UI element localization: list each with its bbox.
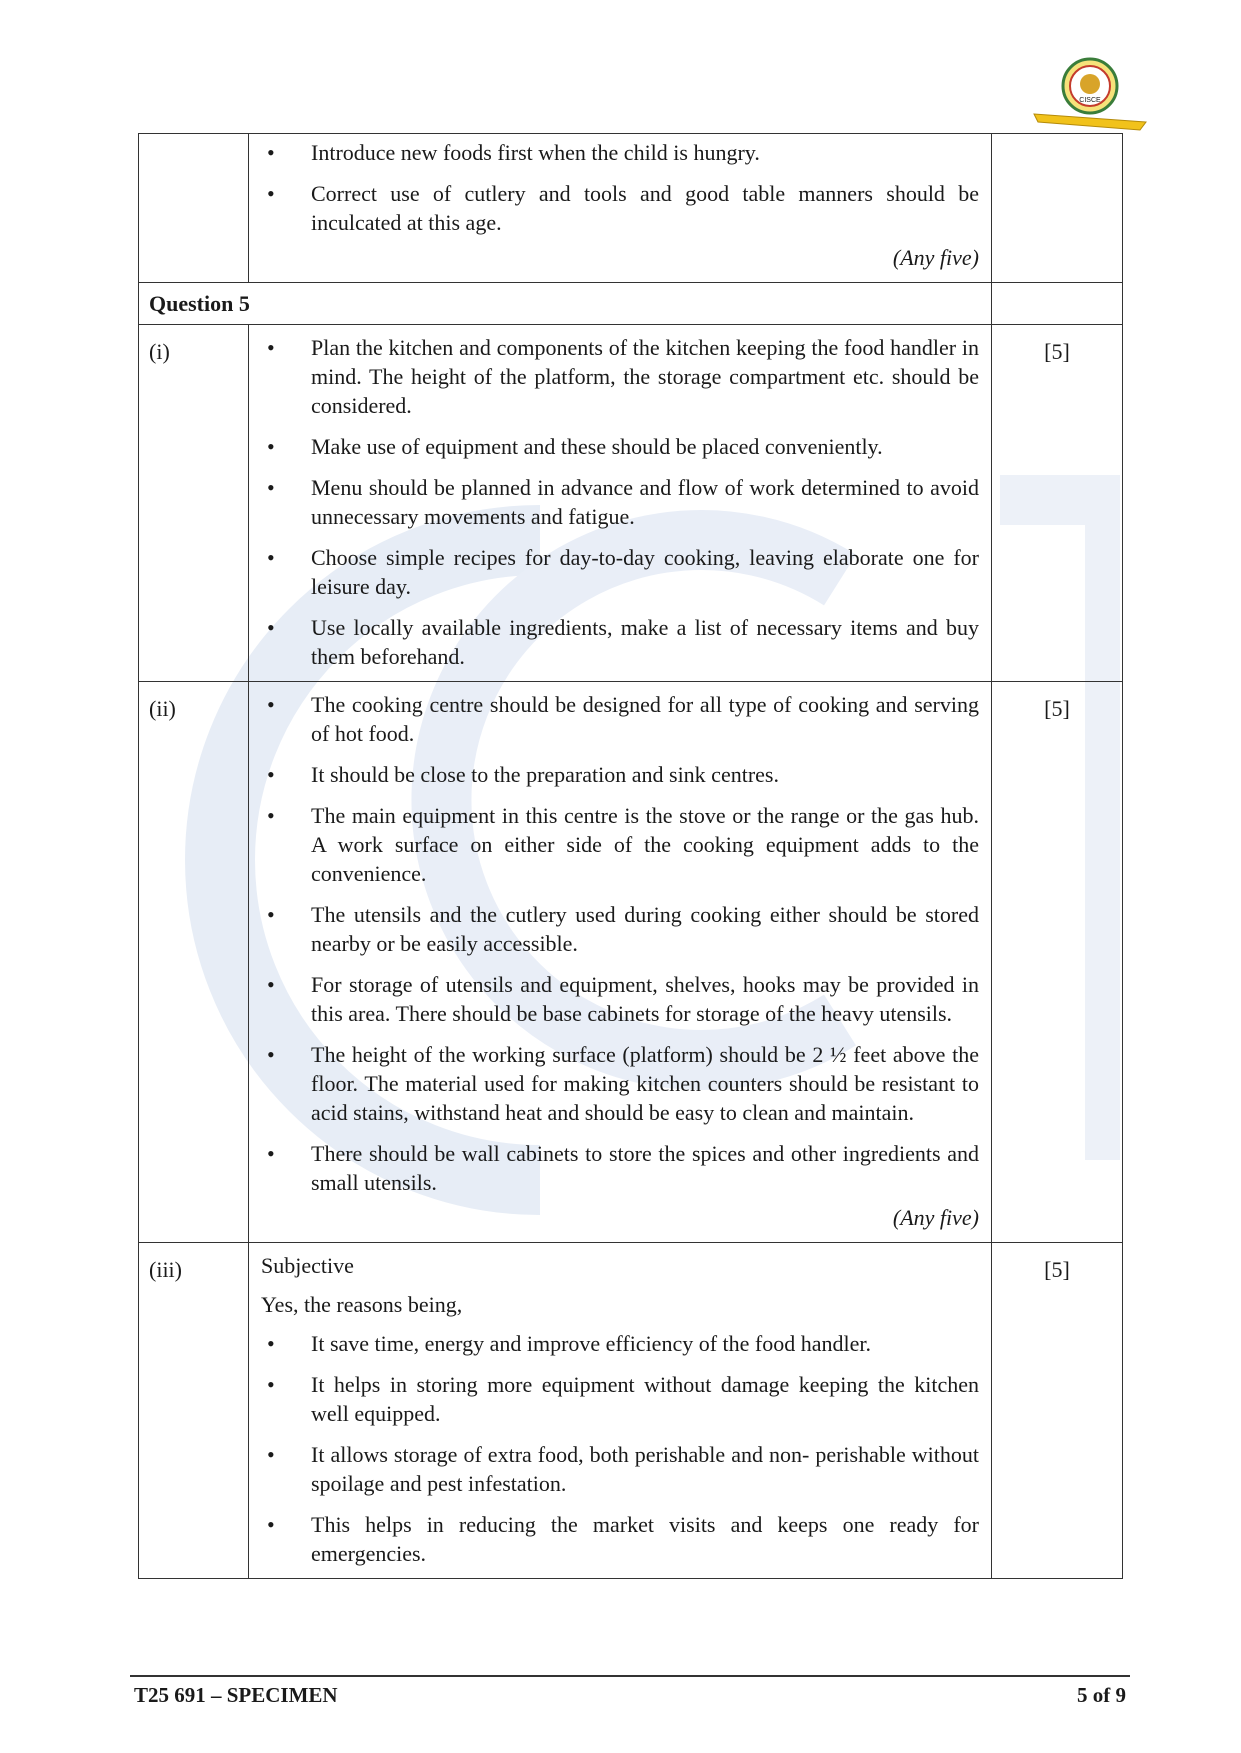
page-footer [130, 1675, 1130, 1708]
list-item: • Menu should be planned in advance and flow of work determined to avoid unnecessary movements and fatigue. [261, 473, 979, 531]
list-item: • The main equipment in this centre is the stove or the range or the gas hub. A work surface on either side of the cooking equipment adds to the convenience. [261, 801, 979, 888]
answer-row-iii [139, 1243, 1123, 1579]
list-item: • There should be wall cabinets to store the spices and other ingredients and small utensils. [261, 1139, 979, 1197]
list-item: • For storage of utensils and equipment, shelves, hooks may be provided in this area. There should be base cabinets for storage of the heavy utensils. [261, 970, 979, 1028]
paper-code: T25 691 – SPECIMEN [134, 1683, 338, 1707]
list-item: • It allows storage of extra food, both perishable and non- perishable without spoilage and pest infestation. [261, 1440, 979, 1498]
list-item: • It helps in storing more equipment without damage keeping the kitchen well equipped. [261, 1370, 979, 1428]
intro-line: Yes, the reasons being, [261, 1292, 463, 1317]
list-item: • The cooking centre should be designed for all type of cooking and serving of hot food. [261, 690, 979, 748]
marking-scheme-table [138, 133, 1122, 1579]
list-item: • The utensils and the cutlery used during cooking either should be stored nearby or be easily accessible. [261, 900, 979, 958]
part-label: (iii) [139, 1243, 249, 1579]
list-item: • Introduce new foods first when the child is hungry. [261, 138, 979, 167]
any-five-note: (Any five) [892, 245, 979, 270]
continuation-row [139, 134, 1123, 283]
cisce-logo [1030, 52, 1150, 134]
svg-text:CISCE: CISCE [1079, 97, 1101, 104]
answer-row-i [139, 325, 1123, 682]
list-item: • It save time, energy and improve efficiency of the food handler. [261, 1329, 979, 1358]
subjective-label: Subjective [261, 1253, 354, 1278]
list-item: • This helps in reducing the market visits and keeps one ready for emergencies. [261, 1510, 979, 1568]
marks: [5] [992, 325, 1123, 682]
any-five-note: (Any five) [892, 1205, 979, 1230]
marks: [5] [992, 682, 1123, 1243]
question-header-row [139, 283, 1123, 325]
list-item: • Correct use of cutlery and tools and good table manners should be inculcated at this age. [261, 179, 979, 237]
list-item: • Use locally available ingredients, make a list of necessary items and buy them beforehand. [261, 613, 979, 671]
part-label: (ii) [139, 682, 249, 1243]
list-item: • Make use of equipment and these should be placed conveniently. [261, 432, 979, 461]
list-item: • Plan the kitchen and components of the kitchen keeping the food handler in mind. The height of the platform, the storage compartment etc. should be considered. [261, 333, 979, 420]
question-title: Question 5 [139, 283, 992, 325]
page-number: 5 of 9 [1077, 1683, 1126, 1707]
answer-row-ii [139, 682, 1123, 1243]
marks: [5] [992, 1243, 1123, 1579]
part-label: (i) [139, 325, 249, 682]
list-item: • It should be close to the preparation and sink centres. [261, 760, 979, 789]
list-item: • Choose simple recipes for day-to-day cooking, leaving elaborate one for leisure day. [261, 543, 979, 601]
list-item: • The height of the working surface (platform) should be 2 ½ feet above the floor. The material used for making kitchen counters should be resistant to acid stains, withstand heat and should be easy to clean and maintain. [261, 1040, 979, 1127]
